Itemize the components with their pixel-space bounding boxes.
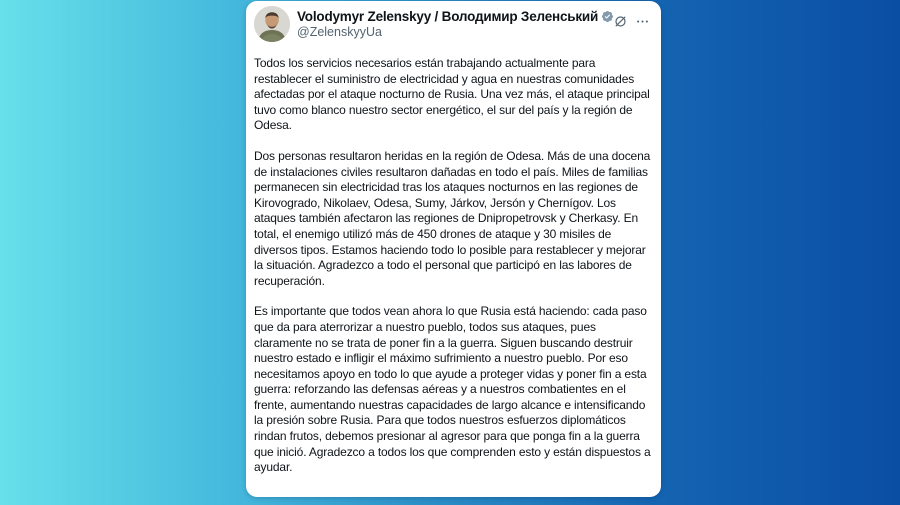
more-options-icon[interactable] xyxy=(635,14,650,29)
author-block xyxy=(297,6,614,39)
tweet-text xyxy=(254,56,653,476)
tweet-paragraph-2: Dos personas resultaron heridas en la región de Odesa. Más de una docena de instalaciones civiles resultaron dañadas en todo el país. Miles de familias permanecen sin electricidad tras los ataques nocturnos en las regiones de Kirovogrado, Nikolaev, Odesa, Sumy, Járkov, Jersón y Chernígov. Los ataques también afectaron las regiones de Dnipropetrovsk y Cherkasy. En total, el enemigo utilizó más de 450 drones de ataque y 30 misiles de diversos tipos. Estamos haciendo todo lo posible para restablecer y mejorar la situación. Agradezco a todo el personal que participó en las labores de recuperación. xyxy=(254,148,651,288)
avatar-portrait xyxy=(254,6,290,42)
tweet-paragraph-3: Es importante que todos vean ahora lo que Rusia está haciendo: cada paso que da para aterrorizar a nuestro pueblo, todos sus ataques, pues claramente no se trata de poner fin a la guerra. Siguen buscando destruir nuestro estado e infligir el máximo sufrimiento a nuestro pueblo. Por eso necesitamos apoyo en todo lo que ayude a proteger vidas y poner fin a esta guerra: reforzando las defensas aéreas y a nuestros combatientes en el frente, aumentando nuestras capacidades de largo alcance e intensificando la presión sobre Rusia. Para que todos nuestros esfuerzos diplomáticos rindan frutos, debemos presionar al agresor para que ponga fin a la guerra que inició. Agradezco a todos los que comprenden esto y están dispuestos a ayudar. xyxy=(254,304,651,475)
tweet-card xyxy=(246,1,661,497)
tweet-header xyxy=(254,6,652,47)
tweet-paragraph-1: Todos los servicios necesarios están trabajando actualmente para restablecer el suministro de electricidad y agua en nuestras comunidades afectadas por el ataque nocturno de Rusia. Una vez más, el ataque principal tuvo como blanco nuestro sector energético, el sur del país y la región de Odesa. xyxy=(254,56,650,133)
author-handle[interactable]: @ZelenskyyUa xyxy=(297,25,382,39)
header-actions xyxy=(613,14,650,29)
grok-icon[interactable] xyxy=(613,14,628,29)
avatar[interactable] xyxy=(254,6,290,42)
author-display-name[interactable]: Volodymyr Zelenskyy / Володимир Зеленський xyxy=(297,9,599,24)
